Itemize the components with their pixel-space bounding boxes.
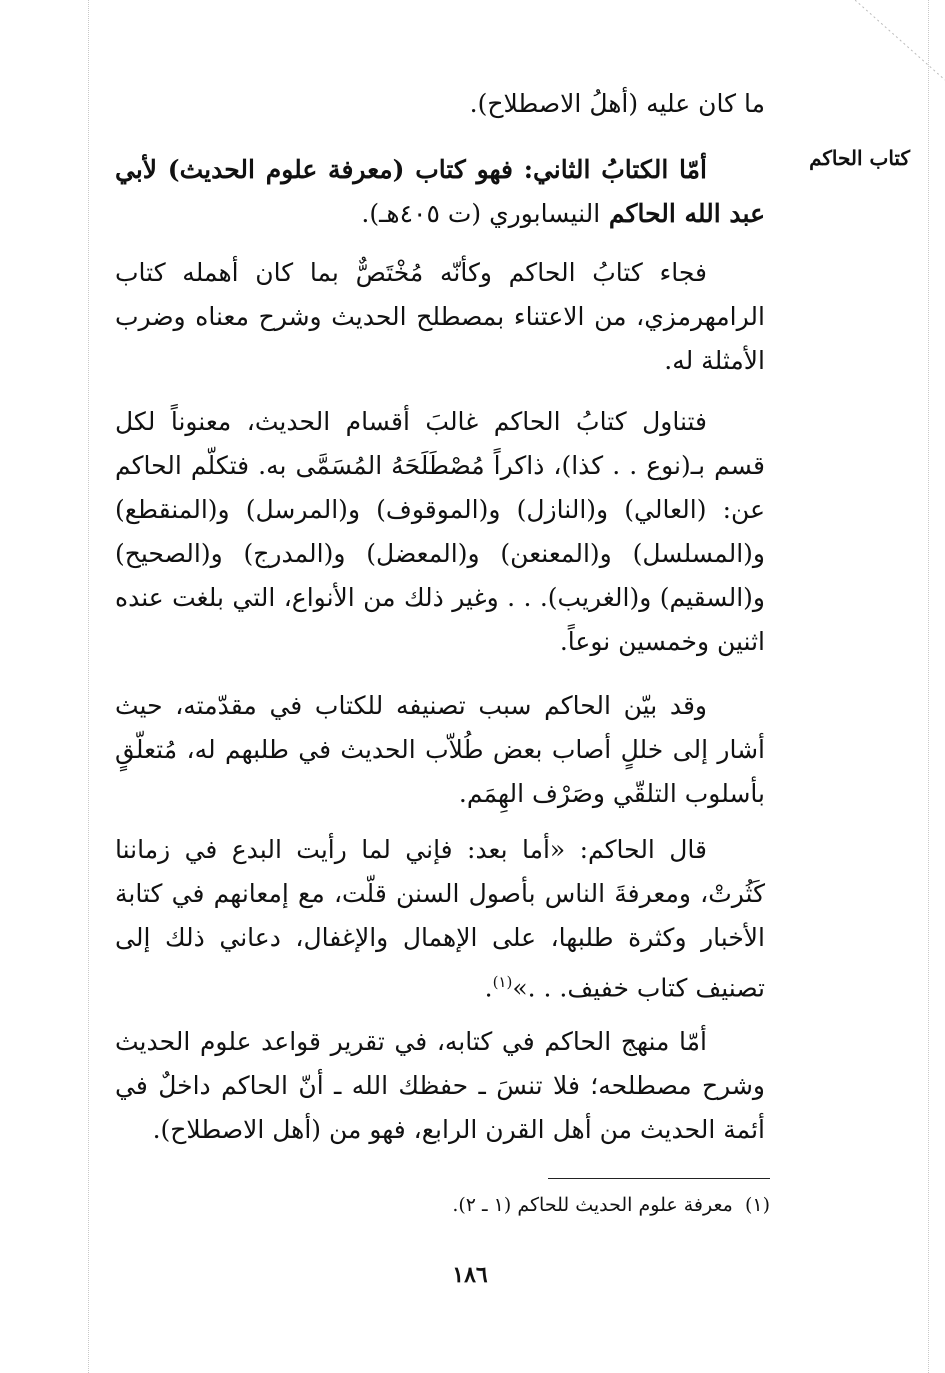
- paragraph-2-bold: أمّا الكتابُ الثاني: فهو كتاب (معرفة علوم الحديث) لأبي عبد الله الحاكم: [115, 155, 765, 228]
- paragraph-6-text: قال الحاكم: «أما بعد: فإني لما رأيت البدع في زماننا كَثُرتْ، ومعرفةَ الناس بأصول السنن قلّت، مع إمعانهم في كتابة الأخبار وكثرة طلبها، على الإهمال والإغفال، دعاني ذلك إلى تصنيف كتاب خفيف. . .»: [115, 835, 765, 1003]
- footnote-reference: (١): [492, 973, 513, 991]
- paragraph-2-plain: النيسابوري (ت ٤٠٥هـ).: [361, 199, 601, 228]
- paragraph-4: فتناول كتابُ الحاكم غالبَ أقسام الحديث، معنوناً لكل قسم بـ(نوع . . كذا)، ذاكراً مُصْطَلَحَهُ المُسَمَّى به. فتكلّم الحاكم عن: (العالي) و(النازل) و(الموقوف) و(المرسل) و(المنقطع) و(المسلسل) و(المعنعن) و(المعضل) و(المدرج) و(الصحيح) و(السقيم) و(الغريب). . . وغير ذلك من الأنواع، التي بلغت عنده اثنين وخمسين نوعاً.: [115, 407, 765, 656]
- footnote-divider: [548, 1178, 770, 1179]
- paragraph-7: أمّا منهج الحاكم في كتابه، في تقرير قواعد علوم الحديث وشرح مصطلحه؛ فلا تنسَ ـ حفظك الله ـ أنّ الحاكم داخلٌ في أئمة الحديث من أهل القرن الرابع، فهو من (أهل الاصطلاح).: [115, 1027, 765, 1144]
- page-number: ١٨٦: [452, 1262, 488, 1288]
- footnote: [300, 1190, 770, 1220]
- paragraph-3: فجاء كتابُ الحاكم وكأنّه مُخْتَصٌّ بما كان أهمله كتاب الرامهرمزي، من الاعتناء بمصطلح الحديث وشرح معناه وضرب الأمثلة له.: [115, 258, 765, 375]
- paragraph-2: [115, 148, 765, 236]
- scan-edge-dots-left: [88, 0, 90, 1373]
- scan-corner-line: [855, 0, 945, 90]
- paragraph-1: ما كان عليه (أهلُ الاصطلاح).: [469, 89, 765, 118]
- footnote-text: معرفة علوم الحديث للحاكم (١ ـ ٢).: [452, 1194, 733, 1216]
- paragraph-6: قال الحاكم: «أما بعد: فإني لما رأيت البدع في زماننا كَثُرتْ، ومعرفةَ الناس بأصول السنن قلّت، مع إمعانهم في كتابة الأخبار وكثرة طلبها، على الإهمال والإغفال، دعاني ذلك إلى تصنيف كتاب خفيف. . .»$^{(١)}$.: [115, 835, 765, 1003]
- scan-edge-dots-right: [928, 0, 930, 1373]
- footnote-number: (١): [744, 1194, 770, 1216]
- margin-note: كتاب الحاكم: [809, 146, 910, 170]
- paragraph-5: وقد بيّن الحاكم سبب تصنيفه للكتاب في مقدّمته، حيث أشار إلى خللٍ أصاب بعض طُلاّب الحديث في طلبهم له، مُتعلّقٍ بأسلوب التلقّي وصَرْف الهِمَم.: [115, 691, 765, 808]
